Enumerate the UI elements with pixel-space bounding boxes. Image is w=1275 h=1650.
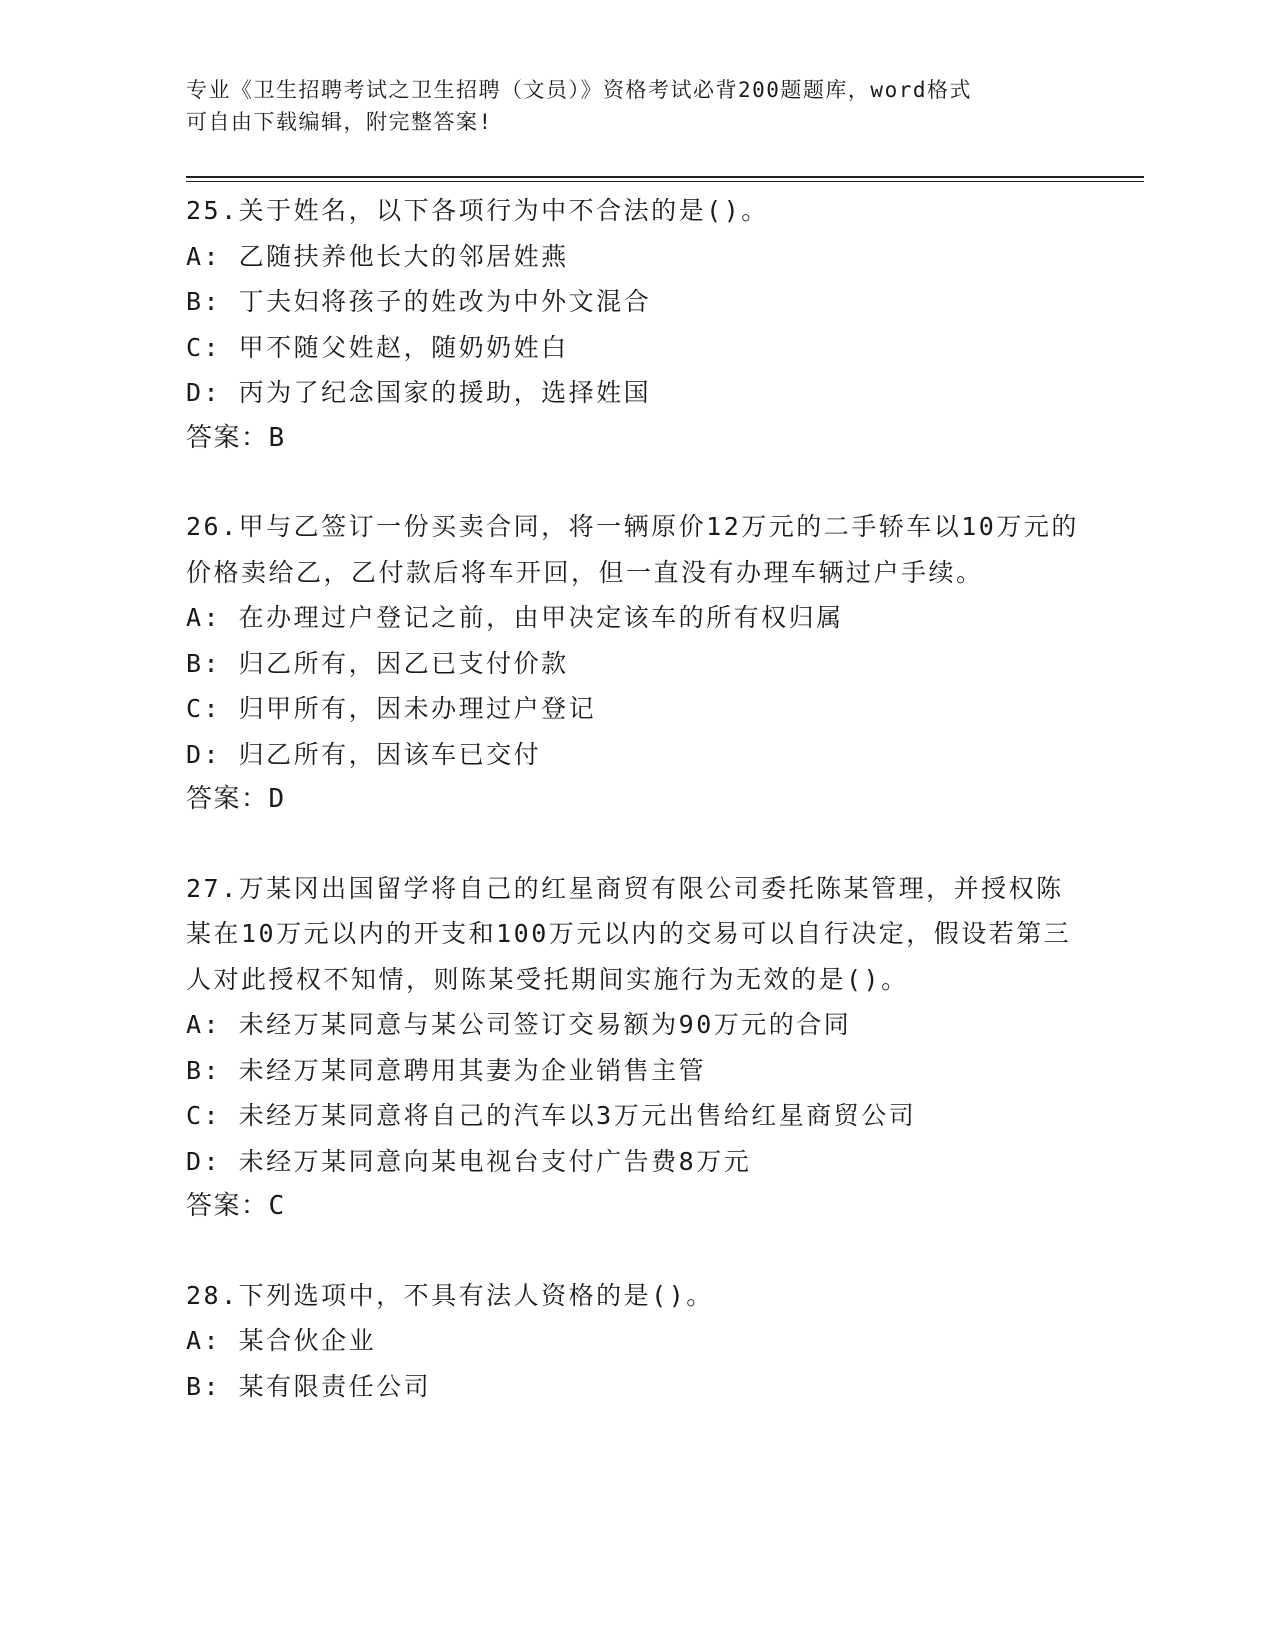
question-stem: 25.关于姓名，以下各项行为中不合法的是()。 xyxy=(186,196,769,225)
answer-label: 答案：D xyxy=(186,784,286,814)
option-d: D: 丙为了纪念国家的援助，选择姓国 xyxy=(186,378,652,407)
answer-label: 答案：C xyxy=(186,1191,286,1221)
option-b: B: 某有限责任公司 xyxy=(186,1371,432,1401)
option-d: D: 未经万某同意向某电视台支付广告费8万元 xyxy=(186,1146,752,1176)
option-c: C: 归甲所有，因未办理过户登记 xyxy=(186,694,597,723)
option-c: C: 甲不随父姓赵，随奶奶姓白 xyxy=(186,332,569,362)
question-stem: 27.万某冈出国留学将自己的红星商贸有限公司委托陈某管理，并授权陈某在10万元以内的开支和100万元以内的交易可以自行决定，假设若第三人对此授权不知情，则陈某受托期间实施行为无效的是()。 xyxy=(186,873,1072,994)
question-27 xyxy=(186,866,1086,1230)
question-list xyxy=(186,188,1086,1409)
question-28 xyxy=(186,1273,1086,1410)
option-c: C: 未经万某同意将自己的汽车以3万元出售给红星商贸公司 xyxy=(186,1101,917,1130)
question-26 xyxy=(186,504,1086,823)
question-spacer xyxy=(186,461,1086,504)
option-a: A: 某合伙企业 xyxy=(186,1326,377,1355)
document-header xyxy=(186,74,1086,138)
header-line-2: 可自由下载编辑，附完整答案! xyxy=(186,110,493,134)
header-divider xyxy=(186,176,1144,182)
question-stem: 26.甲与乙签订一份买卖合同，将一辆原价12万元的二手轿车以10万元的价格卖给乙，乙付款后将车开回，但一直没有办理车辆过户手续。 xyxy=(186,512,1079,587)
question-25 xyxy=(186,188,1086,461)
option-b: B: 归乙所有，因乙已支付价款 xyxy=(186,648,569,678)
option-a: A: 在办理过户登记之前，由甲决定该车的所有权归属 xyxy=(186,603,844,632)
question-stem: 28.下列选项中，不具有法人资格的是()。 xyxy=(186,1280,714,1310)
question-spacer xyxy=(186,1230,1086,1273)
question-spacer xyxy=(186,823,1086,866)
option-a: A: 未经万某同意与某公司签订交易额为90万元的合同 xyxy=(186,1010,852,1039)
answer-label: 答案：B xyxy=(186,422,286,453)
option-b: B: 丁夫妇将孩子的姓改为中外文混合 xyxy=(186,287,652,316)
option-d: D: 归乙所有，因该车已交付 xyxy=(186,739,542,769)
header-line-1: 专业《卫生招聘考试之卫生招聘（文员）》资格考试必背200题题库，word格式 xyxy=(186,78,972,102)
option-b: B: 未经万某同意聘用其妻为企业销售主管 xyxy=(186,1055,707,1085)
option-a: A: 乙随扶养他长大的邻居姓燕 xyxy=(186,241,569,271)
